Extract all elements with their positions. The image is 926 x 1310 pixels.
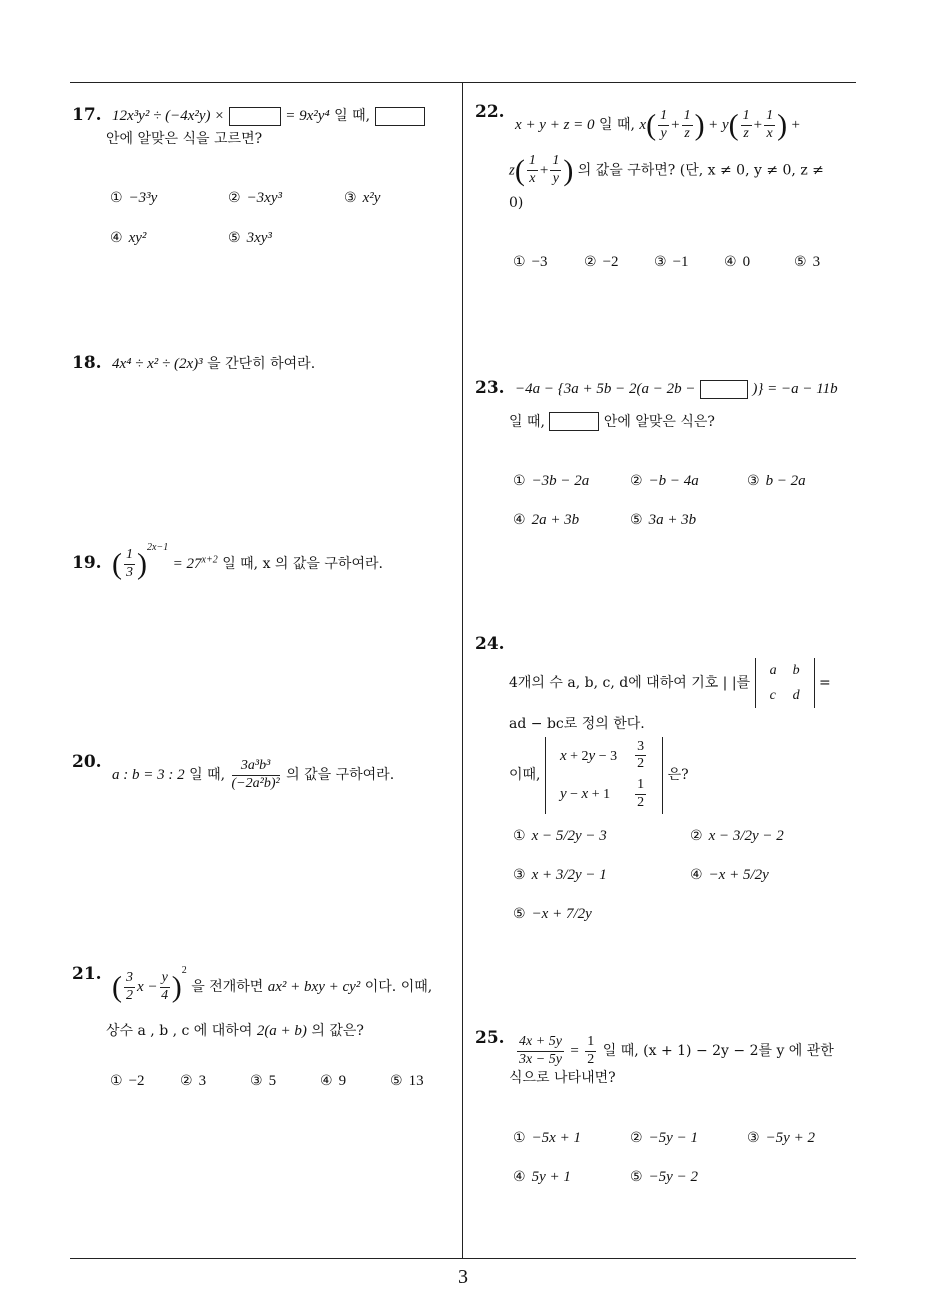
option-1[interactable]: ① −3b − 2a: [513, 473, 590, 489]
option-2[interactable]: ② −2: [584, 254, 619, 270]
question-22: 22. x + y + z = 0 일 때, x( $\frac{1}{y}$ + $\frac{1}{z}$ ) + y( $\frac{1}{z}$ + $\frac{1}{x}$ ) + z( $\frac{1}{x}$ + $\frac{1}{y}$ ) 의 값을 구하면? (단, x ≠ 0, y ≠ 0, z ≠ 0): [475, 100, 860, 214]
expression: −4a − {3a + 5b − 2(a − 2b −: [515, 381, 696, 397]
expression: ax² + bxy + cy²: [267, 979, 361, 995]
option-5[interactable]: ⑤ −5y − 2: [630, 1169, 698, 1185]
expression: a : b = 3 : 2: [112, 767, 185, 783]
option-1[interactable]: ① −5x + 1: [513, 1130, 581, 1146]
top-rule: [70, 82, 856, 83]
option-1[interactable]: ① −2: [110, 1073, 145, 1089]
expression: 2(a + b): [256, 1022, 307, 1039]
question-text: 이때,: [509, 766, 541, 783]
question-text: 은?: [667, 766, 689, 783]
option-1[interactable]: ① −3³y: [110, 190, 158, 206]
question-19: 19. ( $\frac{1}{3}$ )$^{2x-1} = 27^{x+2}$ 일 때, x 의 값을 구하여라.: [72, 542, 383, 581]
fraction: $\frac{\text{3a³b³}}{\text{(−2a²b)²}}$: [231, 757, 280, 791]
question-number: 18.: [72, 353, 102, 373]
question-number: 22.: [475, 102, 505, 122]
question-text: 일 때,: [509, 413, 545, 430]
question-number: 24.: [475, 634, 505, 654]
option-4[interactable]: ④ 0: [724, 254, 751, 270]
question-text: 4개의 수 a, b, c, d에 대하여 기호 | |를: [509, 674, 751, 691]
answer-box: [700, 380, 748, 399]
question-text: 상수 a , b , c 에 대하여: [106, 1022, 253, 1039]
option-5[interactable]: ⑤ 3: [794, 254, 821, 270]
option-5[interactable]: ⑤ 3a + 3b: [630, 512, 697, 528]
option-2[interactable]: ② −5y − 1: [630, 1130, 698, 1146]
question-text: 안에 알맞은 식을 고르면?: [106, 130, 263, 147]
fraction: $\frac{y}{4}$: [161, 969, 169, 1003]
question-text: 일 때, (x + 1) − 2y − 2를 y 에 관한: [602, 1043, 834, 1059]
fraction: $\frac{3}{2}$: [126, 969, 134, 1003]
question-number: 20.: [72, 752, 102, 772]
option-4[interactable]: ④ 2a + 3b: [513, 512, 580, 528]
expression: )} = −a − 11b: [752, 381, 838, 397]
question-20: [72, 750, 457, 792]
option-1[interactable]: ① x − 5/2y − 3: [513, 828, 607, 844]
determinant: x + 2y − 3 $\frac{3}{2}$ y − x + 1 $\frac{1}{2}$: [545, 737, 663, 814]
question-17: [72, 103, 457, 150]
question-number: 21.: [72, 964, 102, 984]
option-2[interactable]: ② 3: [180, 1073, 207, 1089]
question-text: 의 값은?: [311, 1022, 364, 1039]
question-number: 17.: [72, 105, 102, 125]
page-number: 3: [458, 1266, 468, 1288]
column-divider: [462, 83, 463, 1258]
expression: x + y + z = 0: [515, 117, 595, 133]
question-21: 21. ( $\frac{3}{2}$ x − $\frac{y}{4}$ )$^2$ 을 전개하면 ax² + bxy + cy² 이다. 이때, 상수 a , b , c 에 대하여 2(a + b) 의 값은?: [72, 964, 433, 1039]
expression: = 27: [172, 556, 202, 572]
question-text: 일 때,: [599, 117, 635, 133]
question-text: 의 값을 구하여라.: [286, 767, 395, 783]
question-number: 19.: [72, 553, 102, 573]
question-text: 을 간단히 하여라.: [207, 356, 316, 372]
question-text: 의 값을 구하면? (단, x ≠ 0, y ≠ 0, z ≠: [577, 162, 824, 178]
question-text: 을 전개하면: [191, 979, 264, 995]
option-4[interactable]: ④ xy²: [110, 230, 147, 246]
question-text: 식으로 나타내면?: [509, 1070, 616, 1087]
question-text: 일 때,: [334, 108, 371, 124]
question-text: 일 때,: [189, 767, 226, 783]
question-text: 안에 알맞은 식은?: [603, 413, 715, 430]
question-number: 23.: [475, 378, 505, 398]
question-24: 24. 4개의 수 a, b, c, d에 대하여 기호 | |를 a b c d = ad − bc로 정의 한다. 이때, x + 2y − 3 $\frac{3}{2}$ y − x + 1 $\frac{1}{2}$ 은?: [475, 632, 865, 814]
option-2[interactable]: ② x − 3/2y − 2: [690, 828, 784, 844]
question-text: 이다. 이때,: [364, 979, 433, 995]
option-3[interactable]: ③ b − 2a: [747, 473, 806, 489]
option-1[interactable]: ① −3: [513, 254, 548, 270]
option-2[interactable]: ② −b − 4a: [630, 473, 699, 489]
option-2[interactable]: ② −3xy³: [228, 190, 282, 206]
option-3[interactable]: ③ −5y + 2: [747, 1130, 815, 1146]
question-text: ad − bc로 정의 한다.: [509, 715, 645, 732]
option-4[interactable]: ④ 5y + 1: [513, 1169, 571, 1185]
determinant: a b c d: [755, 658, 815, 708]
answer-box: [549, 412, 599, 431]
bottom-rule: [70, 1258, 856, 1259]
option-3[interactable]: ③ x + 3/2y − 1: [513, 867, 607, 883]
answer-box: [375, 107, 425, 126]
option-3[interactable]: ③ −1: [654, 254, 689, 270]
question-text: 0): [509, 194, 524, 211]
expression: = 9x²y⁴: [285, 108, 330, 124]
expression: 12x³y² ÷ (−4x²y) ×: [112, 108, 225, 124]
option-5[interactable]: ⑤ 3xy³: [228, 230, 272, 246]
option-3[interactable]: ③ 5: [250, 1073, 277, 1089]
question-text: 일 때, x 의 값을 구하여라.: [222, 556, 383, 572]
question-18: [72, 351, 457, 377]
fraction: $\frac{1}{3}$: [126, 546, 134, 580]
option-4[interactable]: ④ 9: [320, 1073, 347, 1089]
option-3[interactable]: ③ x²y: [344, 190, 381, 206]
question-25: 25. $\frac{4x + 5y}{3x - 5y}$ = $\frac{1}{2}$ 일 때, (x + 1) − 2y − 2를 y 에 관한 식으로 나타내면?: [475, 1026, 865, 1089]
question-number: 25.: [475, 1028, 505, 1048]
fraction: $\frac{4x + 5y}{3x - 5y}$: [519, 1033, 562, 1067]
option-4[interactable]: ④ −x + 5/2y: [690, 867, 769, 883]
question-23: [475, 376, 860, 433]
expression: 4x⁴ ÷ x² ÷ (2x)³: [112, 356, 203, 372]
answer-box: [229, 107, 281, 126]
option-5[interactable]: ⑤ 13: [390, 1073, 424, 1089]
option-5[interactable]: ⑤ −x + 7/2y: [513, 906, 592, 922]
